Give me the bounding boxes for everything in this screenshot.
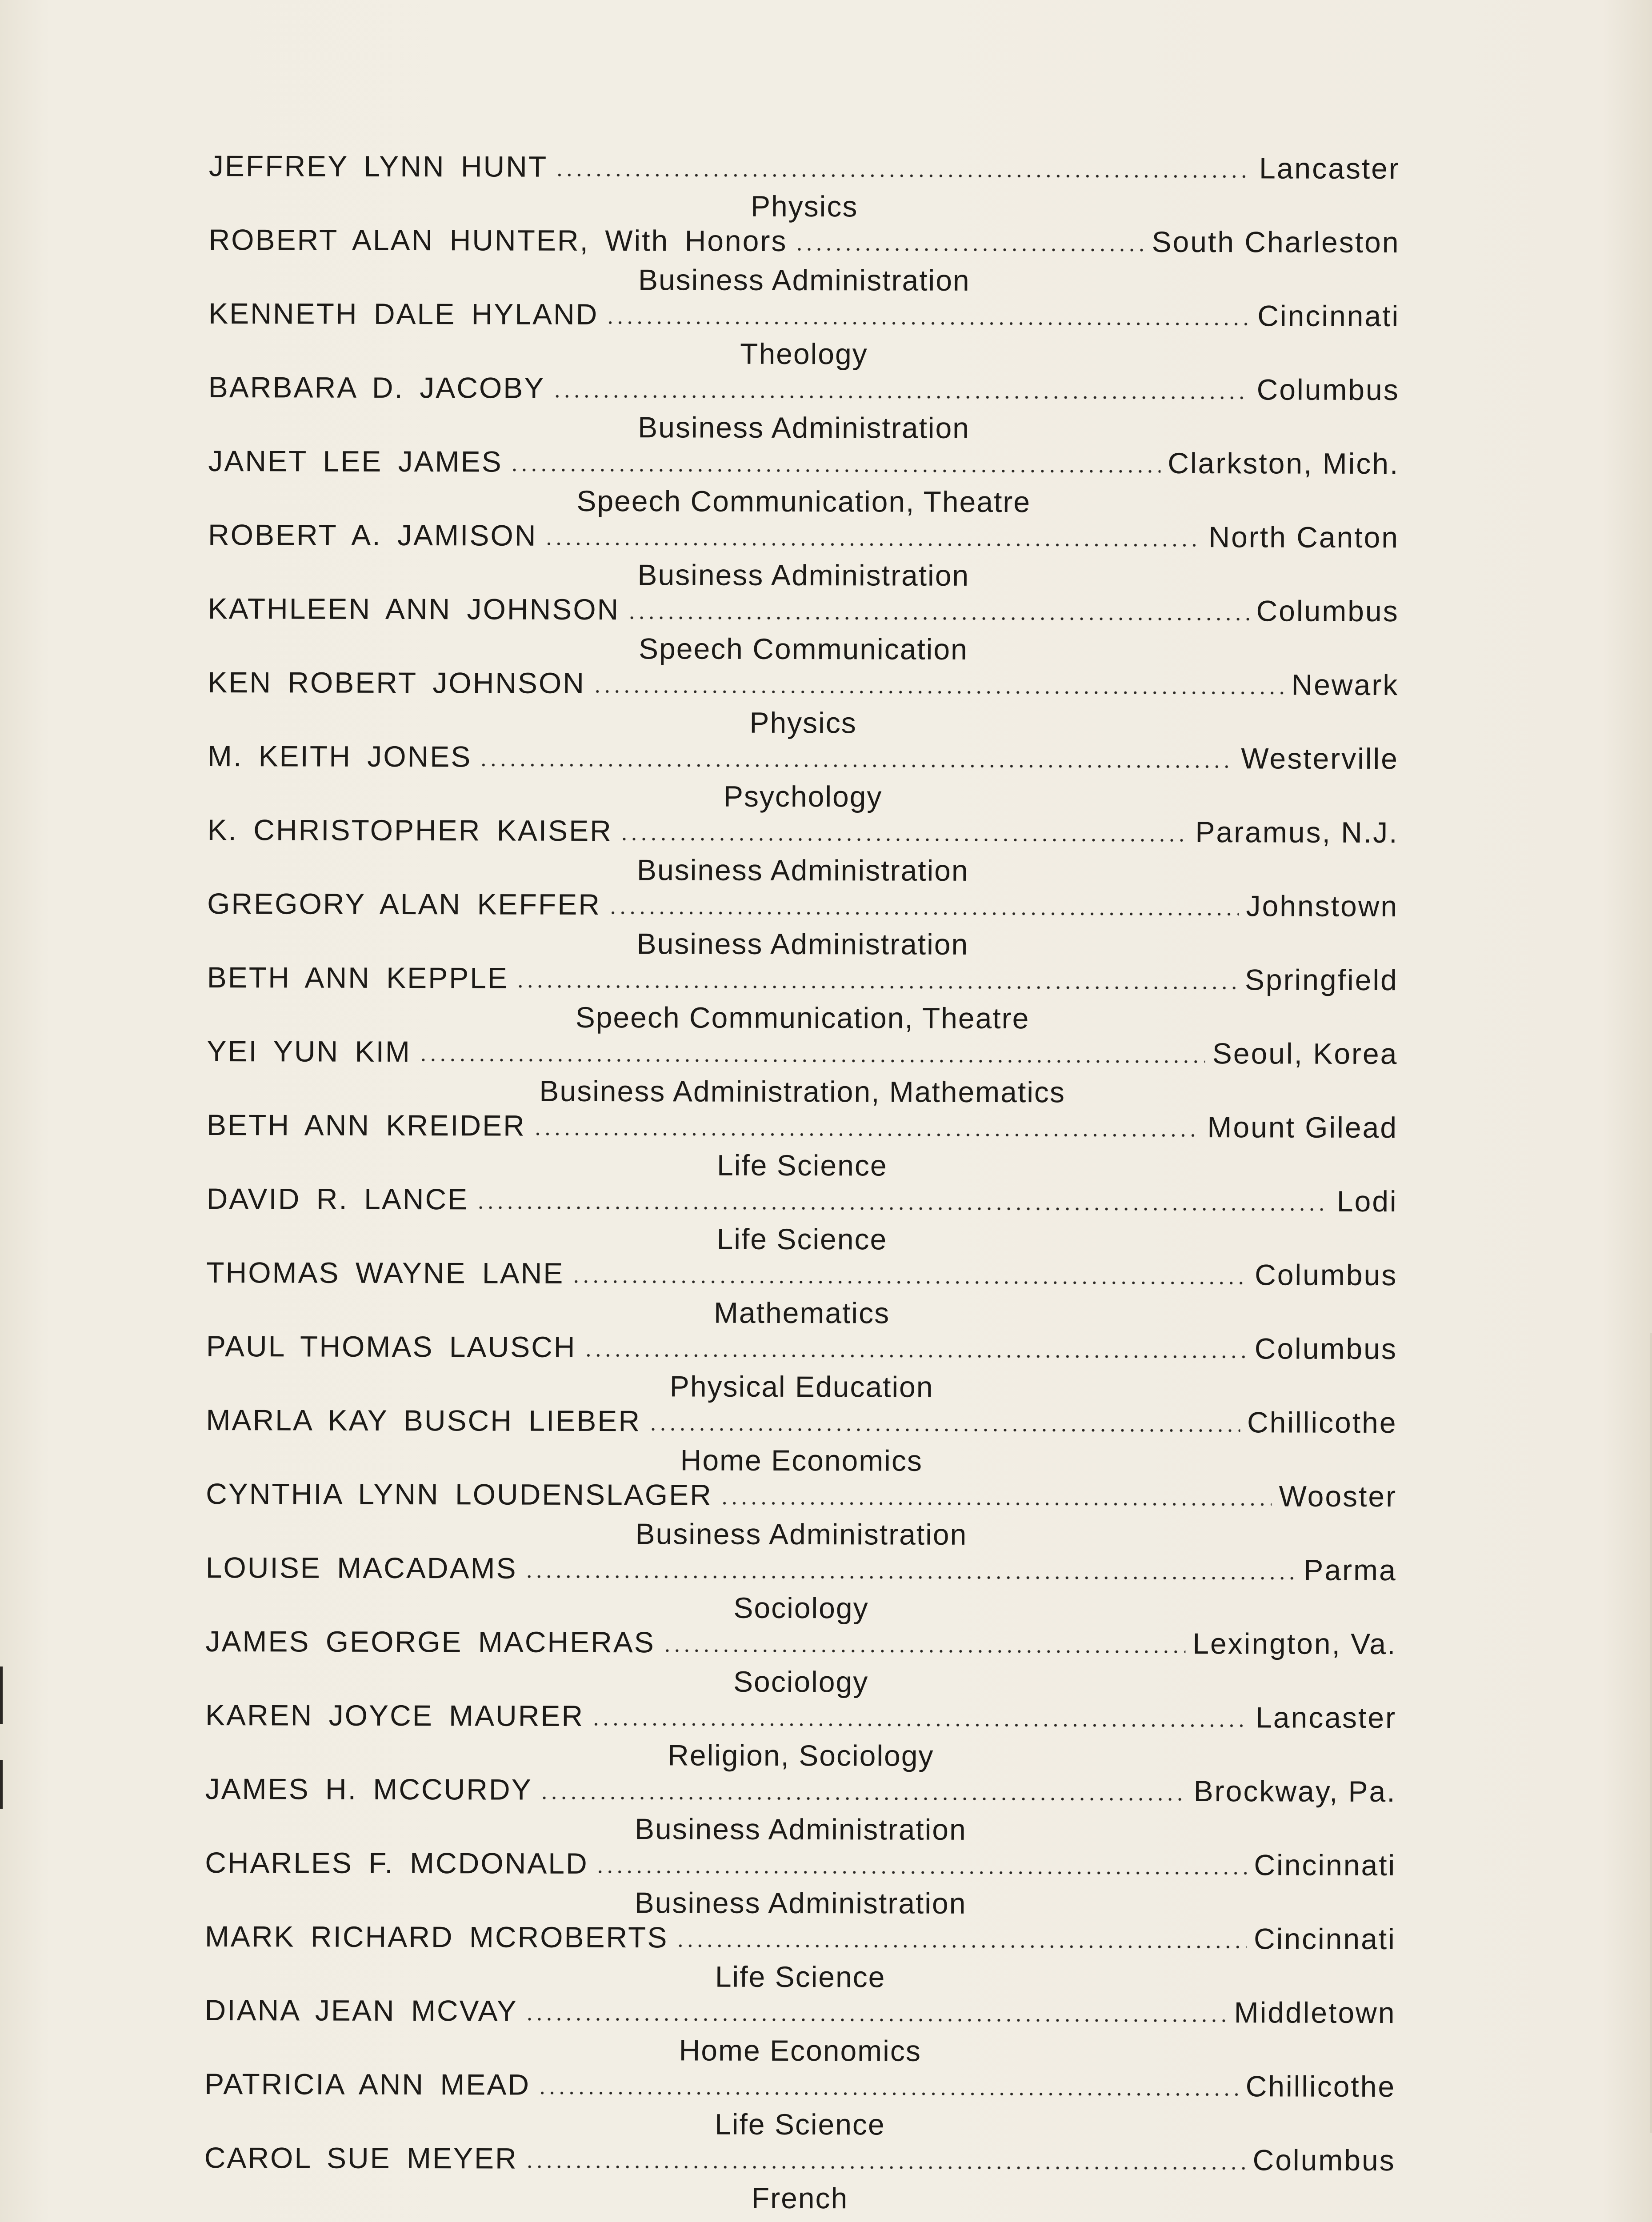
graduate-hometown: Columbus — [1256, 373, 1400, 407]
graduate-entry — [207, 813, 1398, 889]
graduate-entry — [208, 370, 1399, 447]
graduate-major: Life Science — [715, 1960, 886, 1994]
entry-line — [208, 370, 1400, 411]
graduate-name: ROBERT A. JAMISON — [208, 518, 537, 552]
graduate-hometown: Westerville — [1241, 742, 1399, 775]
graduate-name: CHARLES F. MCDONALD — [205, 1846, 588, 1880]
graduate-major: Business Administration — [634, 1886, 967, 1920]
graduate-hometown: Newark — [1291, 668, 1399, 702]
graduate-major: Business Administration — [634, 1812, 967, 1846]
graduate-major: Home Economics — [679, 2034, 921, 2067]
graduate-name: DAVID R. LANCE — [206, 1182, 469, 1216]
graduate-name: M. KEITH JONES — [207, 739, 472, 773]
graduate-hometown: South Charleston — [1152, 225, 1400, 259]
entry-line — [209, 149, 1400, 190]
dot-leader — [608, 911, 1239, 916]
graduate-major: Life Science — [716, 1148, 888, 1182]
entry-line — [207, 1034, 1398, 1075]
dot-leader — [418, 1058, 1205, 1063]
entry-line — [208, 665, 1399, 706]
dot-leader — [533, 1132, 1200, 1137]
graduate-entry — [206, 1403, 1397, 1479]
graduate-entry — [208, 444, 1399, 520]
graduate-name: KATHLEEN ANN JOHNSON — [208, 591, 620, 626]
graduate-hometown: Columbus — [1256, 594, 1399, 628]
graduate-entry — [204, 2141, 1395, 2217]
graduate-name: JEFFREY LYNN HUNT — [208, 149, 548, 183]
graduate-hometown: Columbus — [1254, 1332, 1397, 1366]
graduate-entry — [206, 1182, 1397, 1258]
binding-mark — [0, 1760, 3, 1809]
graduate-major: Home Economics — [680, 1443, 923, 1477]
binding-mark — [0, 1666, 3, 1724]
graduate-major: Speech Communication, Theatre — [576, 484, 1031, 519]
entry-line — [204, 2141, 1396, 2182]
graduate-hometown: Seoul, Korea — [1212, 1037, 1398, 1071]
graduate-hometown: Wooster — [1279, 1479, 1397, 1513]
graduate-entry — [204, 1993, 1396, 2070]
dot-leader — [544, 542, 1201, 547]
graduate-name: PATRICIA ANN MEAD — [204, 2067, 531, 2101]
entry-line — [205, 1624, 1396, 1665]
graduate-entry — [208, 518, 1399, 594]
graduate-major: Sociology — [733, 1591, 869, 1625]
entry-line — [206, 1477, 1397, 1518]
graduate-name: JAMES GEORGE MACHERAS — [205, 1624, 655, 1659]
entry-line — [204, 1993, 1396, 2034]
dot-leader — [662, 1649, 1185, 1654]
graduate-hometown: Brockway, Pa. — [1193, 1774, 1396, 1808]
graduate-name: DIANA JEAN MCVAY — [204, 1993, 518, 2027]
graduate-entry — [209, 149, 1400, 225]
dot-leader — [537, 2091, 1239, 2097]
graduate-major: Business Administration — [636, 927, 969, 961]
graduate-entry — [206, 1477, 1397, 1553]
dot-leader — [555, 173, 1252, 179]
graduate-major: Business Administration — [638, 411, 970, 444]
dot-leader — [720, 1502, 1272, 1507]
graduate-major: Speech Communication — [639, 632, 968, 666]
graduate-hometown: Chillicothe — [1245, 2070, 1396, 2103]
graduate-hometown: Lexington, Va. — [1192, 1627, 1397, 1661]
graduate-major: Psychology — [723, 779, 883, 813]
graduate-major: Business Administration — [637, 558, 970, 592]
dot-leader — [620, 837, 1188, 842]
dot-leader — [583, 1354, 1247, 1359]
graduate-name: K. CHRISTOPHER KAISER — [207, 813, 612, 847]
graduate-major: Speech Communication, Theatre — [575, 1000, 1030, 1035]
graduate-entry — [208, 223, 1400, 299]
graduate-hometown: Lodi — [1336, 1184, 1398, 1218]
graduate-hometown: Cincinnati — [1254, 1848, 1396, 1882]
graduate-hometown: Middletown — [1234, 1996, 1396, 2030]
dot-leader — [592, 690, 1284, 695]
graduate-name: MARK RICHARD MCROBERTS — [204, 1919, 668, 1954]
graduate-entry — [207, 887, 1398, 963]
graduate-name: BETH ANN KREIDER — [206, 1108, 526, 1142]
graduate-name: YEI YUN KIM — [207, 1034, 412, 1068]
dot-leader — [476, 1206, 1330, 1211]
graduate-major: Religion, Sociology — [668, 1738, 934, 1772]
graduate-hometown: Paramus, N.J. — [1195, 815, 1399, 849]
dot-leader — [605, 321, 1250, 326]
graduate-major: Life Science — [716, 1222, 888, 1256]
graduate-hometown: Columbus — [1252, 2143, 1396, 2177]
graduate-major: French — [751, 2181, 848, 2215]
graduate-name: KEN ROBERT JOHNSON — [208, 665, 586, 699]
graduate-hometown: Lancaster — [1256, 1701, 1397, 1734]
graduate-name: ROBERT ALAN HUNTER, With Honors — [208, 223, 788, 257]
dot-leader — [524, 1575, 1297, 1580]
dot-leader — [571, 1280, 1248, 1285]
graduate-entry — [205, 1919, 1396, 1996]
graduate-major: Physics — [750, 189, 858, 223]
graduate-entry — [205, 1624, 1396, 1701]
graduate-list — [204, 149, 1400, 2217]
dot-leader — [552, 395, 1249, 400]
graduate-major: Theology — [740, 337, 868, 371]
entry-line — [206, 1329, 1397, 1370]
graduate-name: CYNTHIA LYNN LOUDENSLAGER — [206, 1477, 712, 1511]
entry-line — [205, 1772, 1396, 1813]
graduate-name: KENNETH DALE HYLAND — [208, 296, 599, 331]
graduate-name: LOUISE MACADAMS — [205, 1551, 517, 1585]
entry-line — [208, 591, 1399, 632]
graduate-major: Physics — [749, 706, 857, 739]
graduate-name: BETH ANN KEPPLE — [207, 960, 509, 995]
entry-line — [208, 444, 1399, 485]
graduate-name: JAMES H. MCCURDY — [205, 1772, 532, 1806]
graduate-entry — [208, 665, 1399, 742]
dot-leader — [675, 1944, 1247, 1949]
graduate-entry — [207, 1034, 1398, 1111]
dot-leader — [648, 1427, 1240, 1432]
graduate-entry — [205, 1698, 1396, 1774]
entry-line — [206, 1551, 1397, 1591]
dot-leader — [596, 1870, 1247, 1875]
dot-leader — [525, 2018, 1227, 2023]
entry-line — [208, 296, 1400, 337]
dot-leader — [525, 2165, 1246, 2170]
dot-leader — [540, 1796, 1187, 1801]
graduate-entry — [207, 960, 1398, 1037]
graduate-hometown: Cincinnati — [1257, 299, 1400, 333]
graduate-major: Business Administration — [638, 263, 970, 297]
graduate-name: BARBARA D. JACOBY — [208, 370, 545, 404]
dot-leader — [627, 616, 1249, 621]
graduate-major: Sociology — [733, 1665, 869, 1698]
graduate-hometown: Cincinnati — [1253, 1922, 1396, 1956]
graduate-hometown: Mount Gilead — [1207, 1111, 1398, 1144]
entry-line — [205, 1846, 1396, 1886]
graduate-name: PAUL THOMAS LAUSCH — [206, 1329, 576, 1363]
graduate-entry — [208, 296, 1400, 373]
entry-line — [207, 887, 1398, 927]
graduate-hometown: Parma — [1304, 1553, 1397, 1587]
dot-leader — [591, 1722, 1248, 1727]
graduate-entry — [205, 1772, 1396, 1848]
page-edge — [1650, 1333, 1652, 2133]
graduate-major: Business Administration — [635, 1517, 968, 1551]
entry-line — [208, 739, 1399, 780]
entry-line — [207, 1108, 1398, 1149]
graduate-hometown: Lancaster — [1259, 152, 1400, 185]
graduate-name: THOMAS WAYNE LANE — [206, 1255, 564, 1290]
graduate-entry — [207, 1108, 1398, 1184]
dot-leader — [510, 468, 1161, 473]
graduate-major: Life Science — [715, 2107, 885, 2141]
entry-line — [207, 813, 1398, 854]
dot-leader — [516, 985, 1238, 990]
graduate-entry — [208, 739, 1399, 815]
entry-line — [204, 2067, 1396, 2108]
graduate-name: GREGORY ALAN KEFFER — [207, 887, 601, 921]
graduate-hometown: Clarkston, Mich. — [1168, 446, 1400, 480]
graduate-entry — [206, 1255, 1397, 1332]
graduate-entry — [205, 1846, 1396, 1922]
graduate-hometown: North Canton — [1208, 520, 1400, 554]
graduate-hometown: Columbus — [1255, 1258, 1398, 1292]
graduate-entry — [208, 591, 1399, 668]
entry-line — [205, 1919, 1396, 1960]
graduate-name: JANET LEE JAMES — [208, 444, 503, 478]
graduate-hometown: Johnstown — [1246, 889, 1399, 923]
graduate-entry — [206, 1329, 1397, 1406]
graduate-hometown: Chillicothe — [1247, 1406, 1397, 1439]
entry-line — [208, 518, 1399, 559]
graduate-name: CAROL SUE MEYER — [204, 2141, 518, 2175]
dot-leader — [479, 763, 1234, 768]
graduate-major: Mathematics — [713, 1296, 890, 1330]
entry-line — [206, 1403, 1397, 1444]
entry-line — [208, 223, 1400, 264]
graduate-major: Physical Education — [669, 1370, 934, 1403]
dot-leader — [794, 248, 1144, 252]
entry-line — [207, 960, 1398, 1001]
graduate-name: MARLA KAY BUSCH LIEBER — [206, 1403, 641, 1438]
graduate-major: Business Administration — [636, 853, 969, 887]
entry-line — [207, 1182, 1398, 1223]
graduate-hometown: Springfield — [1244, 963, 1398, 997]
entry-line — [206, 1255, 1397, 1296]
graduate-major: Business Administration, Mathematics — [539, 1074, 1066, 1109]
graduate-name: KAREN JOYCE MAURER — [205, 1698, 584, 1732]
graduate-entry — [205, 1551, 1396, 1627]
entry-line — [205, 1698, 1396, 1739]
graduate-entry — [204, 2067, 1396, 2143]
